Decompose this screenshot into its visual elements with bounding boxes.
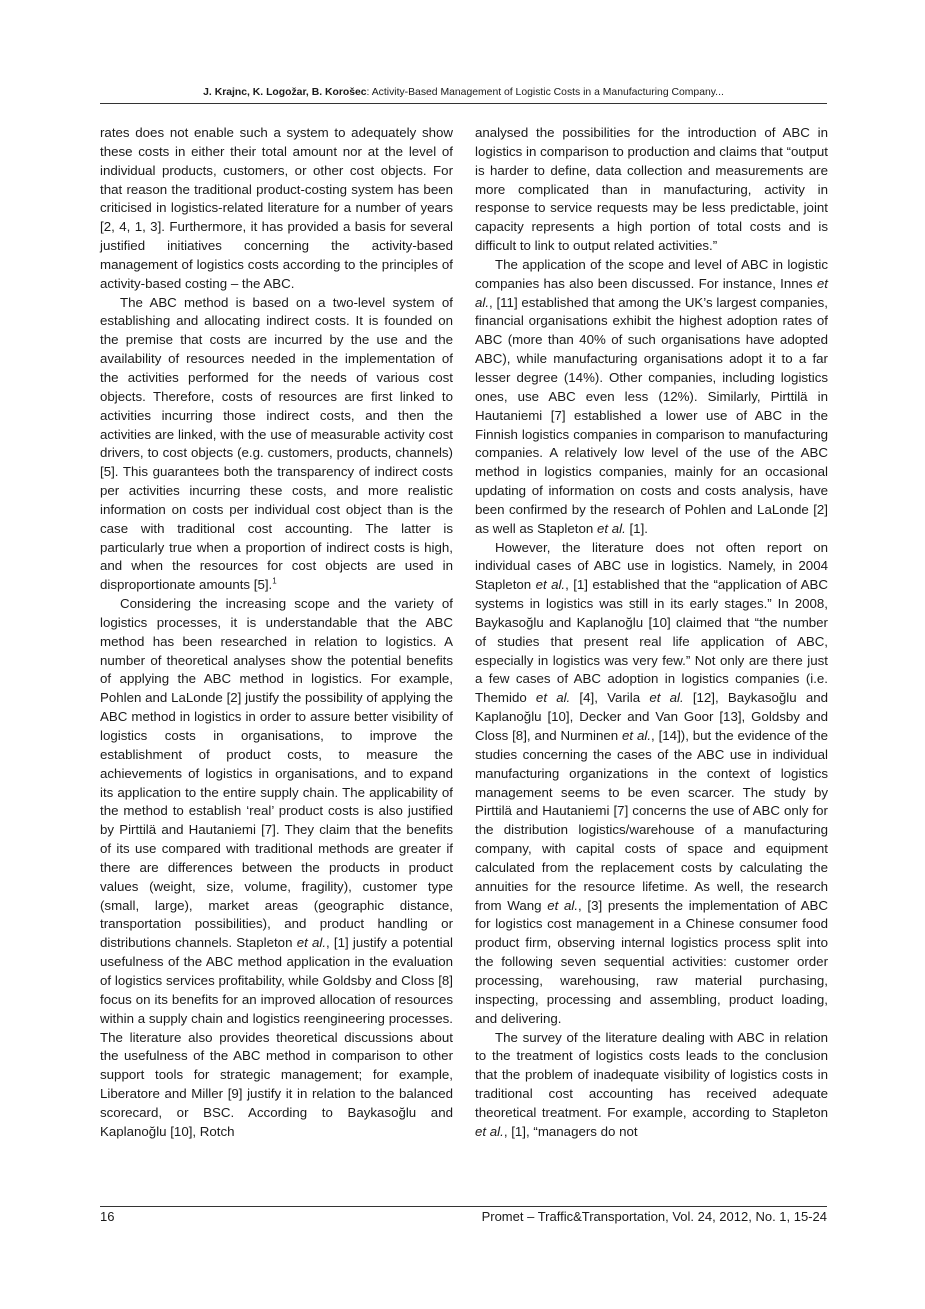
left-paragraph-1: rates does not enable such a system to adequately show these costs in either their total amount nor at the level of individual products, customers, or other cost objects. For that reason the traditional product-costing system has been criticised in logistics-related literature for a number of years [2, 4, 1, 3]. Furthermore, it has provided a basis for several justified initiatives concerning the activity-based management of logistics costs according to the principles of activity-based costing – the ABC.: [100, 125, 453, 291]
header-title: : Activity-Based Management of Logistic Costs in a Manufacturing Company...: [366, 87, 724, 98]
page-number: 16: [100, 1209, 115, 1224]
right-column: [475, 124, 828, 1142]
left-paragraph-2: [100, 294, 453, 596]
footnote-marker: 1: [272, 576, 277, 586]
header-rule: [100, 103, 827, 104]
right-paragraph-2: The application of the scope and level of ABC in logistic companies has also been discussed. For instance, Innes et al., [11] established that among the UK’s largest companies, financial organisations exhibit the highest adoption rates of ABC (more than 40% of such organisations have adopted ABC), while manufacturing organisations adopt it to a far lesser degree (14%). Other companies, including logistics ones, use ABC even less (12%). Similarly, Pirttilä in Hautaniemi [7] established a lower use of ABC in the Finnish logistics companies in comparison to manufacturing companies. A relatively low level of the use of the ABC method in logistics companies, mainly for an occasional updating of information on costs and costs analysis, have been confirmed by the research of Pohlen and LaLonde [2] as well as Stapleton et al. [1].: [475, 256, 828, 536]
right-paragraph-1: analysed the possibilities for the introduction of ABC in logistics in comparison to production and claims that “output is harder to define, data collection and measurements are more complicated than in manufacturing, activity in response to service requests may be less predictable, joint capacity represents a high portion of total costs and is difficult to link to output related activities.”: [475, 125, 828, 254]
right-paragraph-3: However, the literature does not often report on individual cases of ABC use in logistics. Namely, in 2004 Stapleton et al., [1] established that the “application of ABC systems in logistics was still in its early stages.” In 2008, Baykasoğlu and Kaplanoğlu [10] claimed that “the number of studies that present real life application of ABC, especially in logistics was very few.” Not only are there just a few cases of ABC adoption in logistics companies (i.e. Themido et al. [4], Varila et al. [12], Baykasoğlu and Kaplanoğlu [10], Decker and Van Goor [13], Goldsby and Closs [8], and Nurminen et al., [14]), but the evidence of the studies concerning the cases of the ABC use in individual manufacturing organizations in the context of logistics management seems to be even scarcer. The study by Pirttilä and Hautaniemi [7] concerns the use of ABC only for the distribution logistics/warehouse of a manufacturing company, with capital costs of space and equipment calculated from the replacement costs by calculating the annuities for the resource lifetime. As well, the research from Wang et al., [3] presents the implementation of ABC for logistics cost management in a Chinese consumer food product firm, observing internal logistics process split into the following seven sequential activities: customer order processing, warehousing, raw material purchasing, inspecting, processing and assembling, product loading, and delivering.: [475, 539, 829, 1026]
journal-citation: Promet – Traffic&Transportation, Vol. 24, 2012, No. 1, 15-24: [481, 1209, 827, 1224]
left-column: [100, 124, 453, 1142]
left-paragraph-2-text: The ABC method is based on a two-level system of establishing and allocating indirect costs. It is founded on the premise that costs are incurred by the use and the availability of resources needed in the implementation of the activities performed for the needs of various cost objects. Therefore, costs of resources are first linked to activities incurring those indirect costs, and then the activities are linked, with the use of measurable activity cost drivers, to cost objects (e.g. customers, products, channels) [5]. This guarantees both the transparency of indirect costs per activities incurring these costs, and more realistic information on costs per individual cost object than is the case with traditional cost accounting. The latter is particularly true when a proportion of indirect costs is high, and when the resources for cost objects are used in disproportionate amounts [5].: [100, 294, 453, 593]
footer-rule: [100, 1206, 827, 1207]
header-authors: J. Krajnc, K. Logožar, B. Korošec: [203, 87, 367, 98]
left-paragraph-3: Considering the increasing scope and the variety of logistics processes, it is understandable that the ABC method has been researched in relation to logistics. A number of theoretical analyses show the potential benefits of applying the ABC method in logistics. For example, Pohlen and LaLonde [2] justify the possibility of applying the ABC method in logistics in order to assure better visibility of logistics costs in organisations, to improve the establishment of product costs, to measure the achievements of logistics in organisations, and to expand its application to the entire supply chain. The applicability of the method to establish ‘real’ product costs is also justified by Pirttilä and Hautaniemi [7]. They claim that the benefits of its use compared with traditional methods are greater if there are differences between the products in product values (weight, size, volume, fragility), customer type (small, large), market areas (geographic distance, transportation possibilities), and product handling or distributions channels. Stapleton et al., [1] justify a potential usefulness of the ABC method application in the evaluation of logistics services profitability, while Goldsby and Closs [8] focus on its benefits for an improved allocation of resources within a supply chain and logistics reengineering processes. The literature also provides theoretical discussions about the usefulness of the ABC method in comparison to other support tools for strategic management; for example, Liberatore and Miller [9] justify it in relation to the balanced scorecard, or BSC. According to Baykasoğlu and Kaplanoğlu [10], Rotch: [100, 596, 453, 1139]
running-header: [100, 87, 827, 98]
right-paragraph-4: The survey of the literature dealing with ABC in relation to the treatment of logistics costs leads to the conclusion that the problem of inadequate visibility of logistics costs in traditional cost accounting has received adequate theoretical treatment. For example, according to Stapleton et al., [1], “managers do not: [475, 1029, 828, 1139]
